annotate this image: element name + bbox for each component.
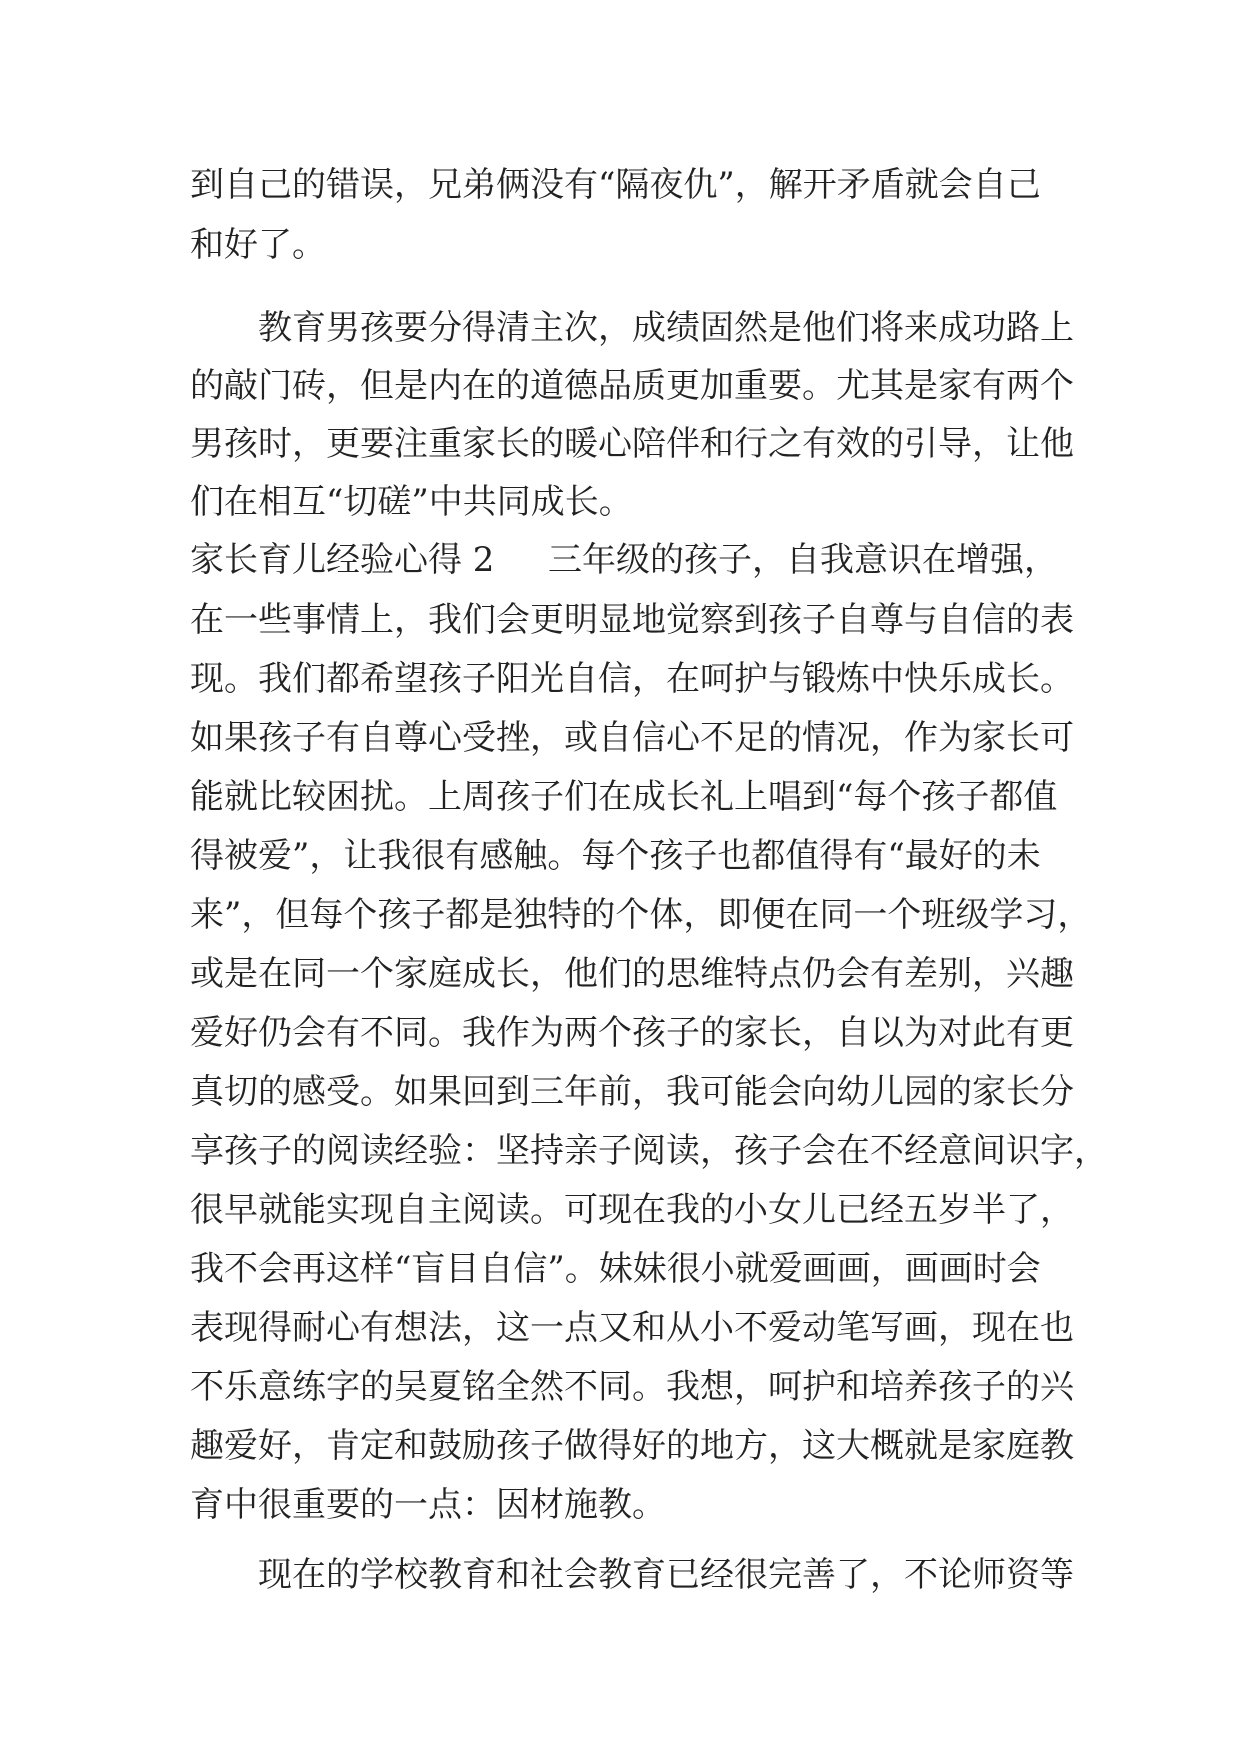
section-heading-row (0, 530, 1241, 590)
paragraph-first-line: 教育男孩要分得清主次，成绩固然是他们将来成功路上 (258, 308, 1074, 348)
text-line: 如果孩子有自尊心受挫，或自信心不足的情况，作为家长可 (190, 718, 1074, 758)
text-line: 或是在同一个家庭成长，他们的思维特点仍会有差别，兴趣 (190, 954, 1074, 994)
section-heading: 家长育儿经验心得 2 (190, 540, 495, 580)
text-line: 享孩子的阅读经验：坚持亲子阅读，孩子会在不经意间识字， (190, 1131, 1108, 1171)
text-line: 的敲门砖，但是内在的道德品质更加重要。尤其是家有两个 (190, 366, 1074, 406)
text-line: 不乐意练字的吴夏铭全然不同。我想，呵护和培养孩子的兴 (190, 1367, 1074, 1407)
text-line: 和好了。 (190, 225, 326, 265)
text-line: 男孩时，更要注重家长的暖心陪伴和行之有效的引导，让他 (190, 424, 1074, 464)
text-line: 现。我们都希望孩子阳光自信，在呵护与锻炼中快乐成长。 (190, 659, 1074, 699)
text-line: 能就比较困扰。上周孩子们在成长礼上唱到“每个孩子都值 (190, 777, 1058, 817)
text-line: 来”，但每个孩子都是独特的个体，即便在同一个班级学习， (190, 895, 1092, 935)
paragraph-first-line: 现在的学校教育和社会教育已经很完善了，不论师资等 (258, 1555, 1074, 1595)
text-line: 很早就能实现自主阅读。可现在我的小女儿已经五岁半了， (190, 1190, 1074, 1230)
text-line: 在一些事情上，我们会更明显地觉察到孩子自尊与自信的表 (190, 600, 1074, 640)
text-line: 们在相互“切磋”中共同成长。 (190, 482, 633, 522)
text-line: 趣爱好，肯定和鼓励孩子做得好的地方，这大概就是家庭教 (190, 1426, 1074, 1466)
text-line: 表现得耐心有想法，这一点又和从小不爱动笔写画，现在也 (190, 1308, 1074, 1348)
text-line: 得被爱”，让我很有感触。每个孩子也都值得有“最好的未 (190, 836, 1041, 876)
text-line: 真切的感受。如果回到三年前，我可能会向幼儿园的家长分 (190, 1072, 1074, 1112)
text-line: 爱好仍会有不同。我作为两个孩子的家长，自以为对此有更 (190, 1013, 1074, 1053)
text-line: 我不会再这样“盲目自信”。妹妹很小就爱画画，画画时会 (190, 1249, 1041, 1289)
text-line: 到自己的错误，兄弟俩没有“隔夜仇”，解开矛盾就会自己 (190, 165, 1041, 205)
text-line: 育中很重要的一点：因材施教。 (190, 1485, 666, 1525)
text-line: 三年级的孩子，自我意识在增强， (548, 540, 1058, 580)
